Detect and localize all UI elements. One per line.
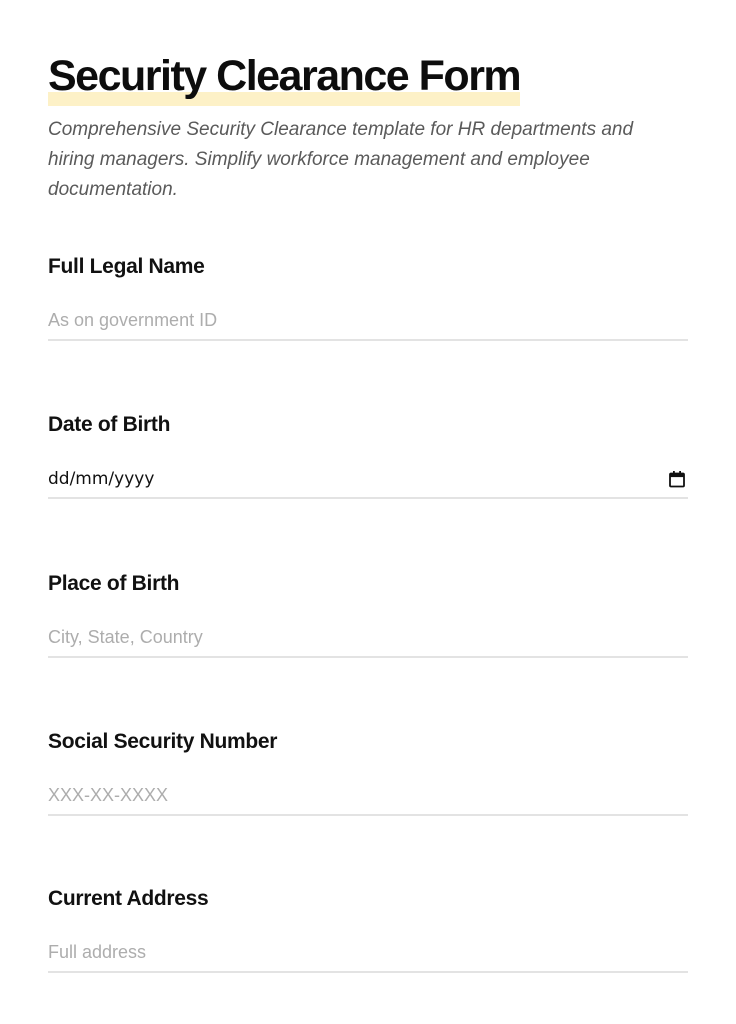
field-place-of-birth <box>48 570 688 690</box>
date-of-birth-input[interactable] <box>48 459 688 499</box>
field-current-address <box>48 885 688 1005</box>
date-of-birth-value: dd/mm/yyyy <box>48 469 155 489</box>
place-of-birth-input[interactable] <box>48 618 688 658</box>
calendar-icon[interactable] <box>668 470 686 488</box>
field-social-security-number <box>48 728 688 848</box>
current-address-input[interactable] <box>48 933 688 973</box>
place-of-birth-label: Place of Birth <box>48 572 180 595</box>
current-address-label: Current Address <box>48 887 209 910</box>
field-full-legal-name <box>48 253 688 373</box>
page-subtitle: Comprehensive Security Clearance template for HR departments and hiring managers. Simplify workforce management and employee documentation. <box>48 119 634 200</box>
page-title: Security Clearance Form <box>48 52 521 100</box>
title-wrapper <box>48 50 520 102</box>
full-legal-name-label: Full Legal Name <box>48 255 205 278</box>
date-of-birth-label: Date of Birth <box>48 413 171 436</box>
ssn-label: Social Security Number <box>48 730 278 753</box>
full-legal-name-input[interactable] <box>48 301 688 341</box>
field-date-of-birth <box>48 411 688 531</box>
ssn-input[interactable] <box>48 776 688 816</box>
